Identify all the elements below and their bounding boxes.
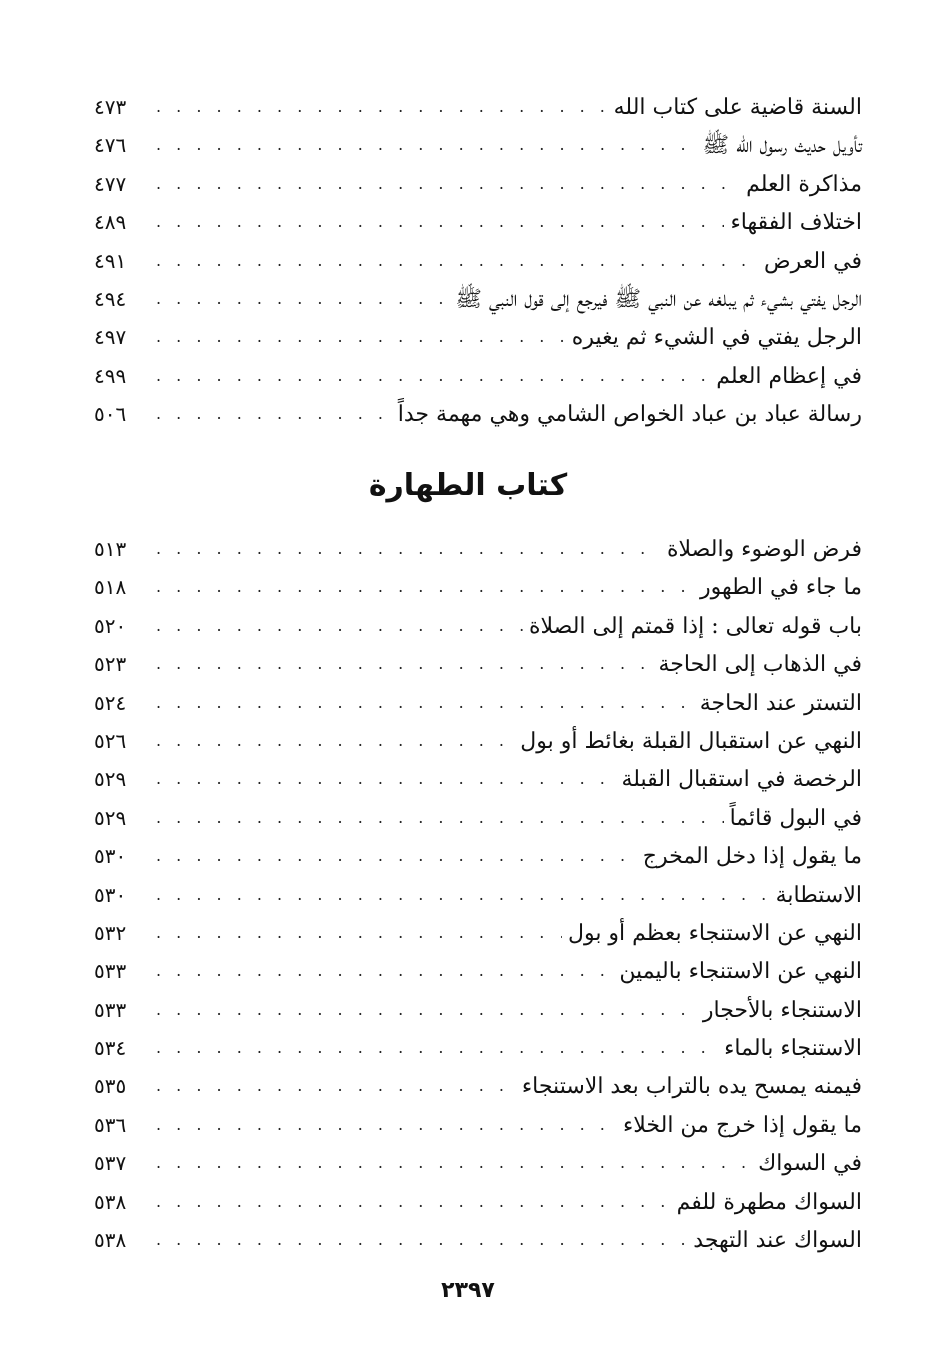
toc-entry-page: ٥٣٦ [94,1112,127,1137]
toc-entry [94,760,862,798]
toc-entry [94,126,862,164]
toc-leader-dots [156,1106,617,1144]
toc-entry-page: ٥٣٠ [94,882,127,907]
toc-entry [94,357,862,395]
toc-entry-title: التستر عند الحاجة [699,690,862,716]
toc-leader-dots [156,607,523,645]
toc-leader-dots [156,645,653,683]
toc-leader-dots [156,1221,687,1259]
toc-leader-dots [156,318,566,356]
toc-entry-title: ما يقول إذا دخل المخرج [642,844,862,870]
toc-entry-title: في البول قائماً [729,805,862,831]
toc-entry-page: ٤٩٤ [94,286,127,311]
toc-entry [94,1144,862,1182]
toc-leader-dots [156,1144,752,1182]
toc-entry [94,1067,862,1105]
toc-entry [94,952,862,990]
toc-leader-dots [156,799,724,837]
toc-leader-dots [156,837,637,875]
toc-entry [94,395,862,433]
toc-entry-page: ٥٠٦ [94,402,127,427]
toc-entry-title: النهي عن الاستنجاء باليمين [619,959,862,985]
toc-entry [94,568,862,606]
toc-entry-page: ٥٢٩ [94,805,127,830]
toc-entry [94,722,862,760]
toc-entry-title: الرخصة في استقبال القبلة [621,767,862,793]
toc-leader-dots [156,530,661,568]
toc-leader-dots [156,568,694,606]
toc-entry-title: السواك مطهرة للفم [676,1189,862,1215]
toc-entry-title: في إعظام العلم [716,363,862,389]
toc-entry-page: ٤٨٩ [94,210,127,235]
toc-leader-dots [156,395,392,433]
toc-entry [94,242,862,280]
toc-entry-title: السنة قاضية على كتاب الله [613,95,862,120]
toc-entry-title: في الذهاب إلى الحاجة [658,652,862,678]
toc-entry [94,1106,862,1144]
toc-entry-page: ٥٣٢ [94,920,127,945]
toc-entry-page: ٤٧٣ [94,95,127,119]
toc-leader-dots [156,203,724,241]
page-number: ٢٣٩٧ [441,1278,495,1303]
chapter-heading: كتاب الطهارة [368,468,568,503]
toc-entry-page: ٥٣٠ [94,844,127,869]
toc-leader-dots [156,280,449,318]
toc-entry-page: ٥٢٣ [94,652,127,677]
toc-entry-title: ما جاء في الطهور [700,575,862,601]
toc-leader-dots [156,760,615,798]
toc-entry-page: ٤٩١ [94,248,127,273]
toc-entry-page: ٥١٨ [94,575,127,600]
toc-entry [94,318,862,356]
toc-entry [94,203,862,241]
toc-entry-page: ٥٢٠ [94,613,127,638]
toc-entry-page: ٥١٣ [94,537,127,561]
toc-entry-title: السواك عند التهجد [693,1228,862,1254]
toc-entry-page: ٥٣٥ [94,1074,127,1099]
toc-entry-title: باب قوله تعالى : إذا قمتم إلى الصلاة [529,613,862,639]
toc-entry-page: ٥٣٤ [94,1036,127,1061]
toc-entry-title: الاستنجاء بالماء [724,1036,862,1062]
toc-entry-page: ٥٣٣ [94,959,127,984]
toc-entry-page: ٥٣٧ [94,1151,127,1176]
toc-entry-title: ما يقول إذا خرج من الخلاء [622,1112,862,1138]
toc-entry [94,1221,862,1259]
toc-list-section-1 [94,88,862,434]
toc-list-section-2 [94,530,862,1259]
toc-leader-dots [156,1067,516,1105]
toc-entry-title: الرجل يفتي في الشيء ثم يغيره [571,325,862,351]
toc-entry-title: تأويل حديث رسول الله ﷺ [702,133,862,159]
toc-leader-dots [156,165,740,203]
toc-leader-dots [156,357,710,395]
toc-leader-dots [156,914,562,952]
toc-leader-dots [156,1029,718,1067]
toc-leader-dots [156,876,770,914]
toc-entry [94,684,862,722]
toc-leader-dots [156,88,608,126]
toc-entry-page: ٤٩٩ [94,363,127,388]
toc-entry-title: مذاكرة العلم [746,171,862,197]
toc-entry [94,645,862,683]
toc-entry [94,280,862,318]
toc-leader-dots [156,722,514,760]
toc-entry [94,165,862,203]
toc-entry-title: اختلاف الفقهاء [730,210,862,236]
toc-entry [94,1183,862,1221]
toc-entry-page: ٥٣٨ [94,1228,127,1253]
toc-leader-dots [156,1183,671,1221]
toc-entry [94,607,862,645]
toc-entry [94,991,862,1029]
toc-entry-title: النهي عن الاستنجاء بعظم أو بول [567,920,862,946]
toc-entry [94,88,862,126]
toc-entry [94,837,862,875]
toc-entry [94,530,862,568]
toc-entry-title: في العرض [763,248,862,274]
toc-entry-page: ٤٧٧ [94,171,127,196]
toc-entry-title: النهي عن استقبال القبلة بغائط أو بول [520,728,862,754]
toc-entry-page: ٥٣٣ [94,997,127,1022]
toc-entry-title: رسالة عباد بن عباد الخواص الشامي وهي مهمة جداً [397,402,862,428]
toc-entry [94,914,862,952]
toc-leader-dots [156,684,694,722]
toc-entry-title: في السواك [758,1151,862,1177]
toc-entry-page: ٥٢٦ [94,728,127,753]
toc-entry-page: ٥٢٤ [94,690,127,715]
toc-entry-title: الاستطابة [775,882,862,908]
toc-entry [94,1029,862,1067]
toc-entry [94,876,862,914]
toc-leader-dots [156,126,697,164]
toc-entry-page: ٥٣٨ [94,1189,127,1214]
toc-entry-title: الاستنجاء بالأحجار [702,997,862,1023]
toc-leader-dots [156,242,758,280]
toc-entry-title: الرجل يفتي بشيء ثم يبلغه عن النبي ﷺ فيرجع إلى قول النبي ﷺ [455,286,862,312]
toc-entry [94,799,862,837]
toc-leader-dots [156,952,613,990]
toc-entry-page: ٤٧٦ [94,133,127,158]
toc-leader-dots [156,991,697,1029]
toc-entry-page: ٥٢٩ [94,767,127,792]
toc-entry-page: ٤٩٧ [94,325,127,350]
toc-entry-title: فيمنه يمسح يده بالتراب بعد الاستنجاء [521,1074,862,1100]
toc-entry-title: فرض الوضوء والصلاة [667,537,862,562]
